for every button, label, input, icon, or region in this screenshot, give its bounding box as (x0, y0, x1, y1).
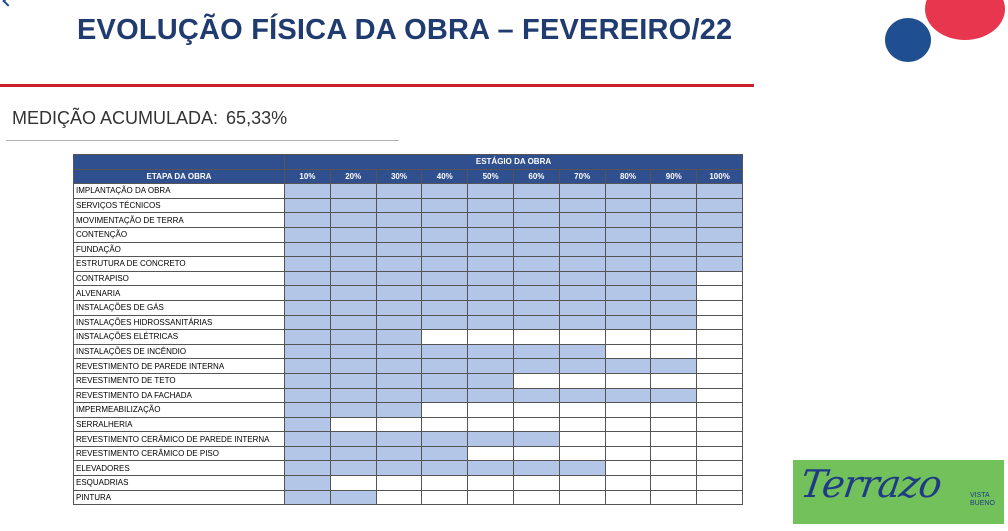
table-row (74, 227, 743, 242)
progress-cell-empty (605, 461, 651, 476)
table-row (74, 257, 743, 272)
logo-sub-line2: BUENO (970, 500, 995, 507)
progress-cell-filled (330, 198, 376, 213)
progress-cell-empty (559, 490, 605, 505)
progress-cell-filled (376, 300, 422, 315)
progress-cell-filled (605, 271, 651, 286)
progress-cell-filled (376, 388, 422, 403)
progress-cell-empty (697, 300, 743, 315)
progress-cell-empty (697, 417, 743, 432)
progress-cell-filled (376, 271, 422, 286)
stage-label: ESTRUTURA DE CONCRETO (74, 257, 285, 272)
progress-cell-filled (605, 359, 651, 374)
percent-header: 80% (605, 169, 651, 184)
progress-cell-filled (330, 490, 376, 505)
progress-cell-empty (513, 490, 559, 505)
progress-cell-empty (513, 446, 559, 461)
progress-cell-filled (468, 198, 514, 213)
progress-cell-filled (651, 242, 697, 257)
progress-cell-filled (376, 315, 422, 330)
progress-cell-filled (285, 461, 331, 476)
progress-cell-filled (559, 213, 605, 228)
table-row (74, 461, 743, 476)
progress-cell-empty (651, 330, 697, 345)
progress-cell-filled (468, 300, 514, 315)
stage-label: REVESTIMENTO DE PAREDE INTERNA (74, 359, 285, 374)
progress-cell-filled (605, 184, 651, 199)
progress-cell-filled (422, 388, 468, 403)
progress-cell-empty (697, 490, 743, 505)
table-row (74, 417, 743, 432)
subtitle-divider (6, 140, 399, 141)
progress-cell-filled (330, 344, 376, 359)
progress-cell-filled (422, 257, 468, 272)
progress-cell-filled (559, 257, 605, 272)
progress-cell-filled (376, 373, 422, 388)
progress-cell-filled (513, 242, 559, 257)
stage-label: IMPERMEABILIZAÇÃO (74, 403, 285, 418)
stage-label: FUNDAÇÃO (74, 242, 285, 257)
progress-cell-filled (468, 432, 514, 447)
percent-header: 100% (697, 169, 743, 184)
progress-cell-filled (376, 330, 422, 345)
progress-cell-filled (697, 242, 743, 257)
page-title: EVOLUÇÃO FÍSICA DA OBRA – FEVEREIRO/22 (77, 14, 733, 46)
stage-label: INSTALAÇÕES DE INCÊNDIO (74, 344, 285, 359)
progress-cell-empty (651, 490, 697, 505)
table-row (74, 403, 743, 418)
stage-label: INSTALAÇÕES HIDROSSANITÁRIAS (74, 315, 285, 330)
progress-cell-filled (605, 300, 651, 315)
progress-cell-empty (468, 490, 514, 505)
progress-cell-filled (697, 213, 743, 228)
table-row (74, 242, 743, 257)
progress-cell-filled (559, 271, 605, 286)
table-row (74, 300, 743, 315)
stage-label: CONTRAPISO (74, 271, 285, 286)
progress-cell-filled (468, 359, 514, 374)
progress-cell-filled (559, 300, 605, 315)
progress-cell-filled (285, 344, 331, 359)
stage-label: REVESTIMENTO CERÂMICO DE PAREDE INTERNA (74, 432, 285, 447)
progress-cell-filled (468, 286, 514, 301)
progress-cell-filled (468, 373, 514, 388)
progress-cell-filled (513, 257, 559, 272)
progress-cell-filled (651, 388, 697, 403)
progress-cell-filled (285, 446, 331, 461)
table-row (74, 286, 743, 301)
progress-cell-empty (697, 330, 743, 345)
progress-cell-filled (468, 271, 514, 286)
progress-cell-empty (513, 403, 559, 418)
progress-cell-empty (697, 461, 743, 476)
progress-cell-filled (513, 271, 559, 286)
progress-cell-empty (651, 403, 697, 418)
progress-cell-empty (697, 286, 743, 301)
progress-cell-filled (285, 315, 331, 330)
percent-header: 20% (330, 169, 376, 184)
progress-cell-filled (285, 257, 331, 272)
progress-cell-filled (559, 315, 605, 330)
progress-cell-filled (468, 242, 514, 257)
progress-cell-filled (513, 344, 559, 359)
progress-cell-empty (422, 490, 468, 505)
accumulated-label: MEDIÇÃO ACUMULADA: (12, 108, 219, 128)
percent-header: 40% (422, 169, 468, 184)
stage-label: ESQUADRIAS (74, 476, 285, 491)
progress-cell-filled (285, 432, 331, 447)
progress-cell-filled (605, 198, 651, 213)
progress-cell-filled (330, 271, 376, 286)
progress-cell-empty (422, 330, 468, 345)
progress-cell-filled (285, 330, 331, 345)
progress-cell-filled (422, 344, 468, 359)
progress-cell-filled (285, 476, 331, 491)
table-row (74, 446, 743, 461)
progress-cell-filled (651, 359, 697, 374)
table-row (74, 388, 743, 403)
progress-cell-filled (330, 330, 376, 345)
percent-header: 60% (513, 169, 559, 184)
progress-cell-filled (513, 461, 559, 476)
progress-cell-empty (605, 403, 651, 418)
progress-cell-filled (422, 432, 468, 447)
progress-cell-filled (605, 227, 651, 242)
progress-cell-empty (468, 417, 514, 432)
progress-cell-filled (285, 300, 331, 315)
progress-cell-filled (376, 257, 422, 272)
progress-cell-filled (285, 271, 331, 286)
progress-cell-filled (330, 213, 376, 228)
progress-cell-filled (697, 184, 743, 199)
progress-cell-empty (605, 446, 651, 461)
progress-cell-filled (285, 286, 331, 301)
progress-cell-filled (330, 446, 376, 461)
progress-cell-filled (285, 198, 331, 213)
progress-cell-empty (468, 403, 514, 418)
stage-label: ALVENARIA (74, 286, 285, 301)
percent-header: 50% (468, 169, 514, 184)
progress-cell-filled (513, 315, 559, 330)
progress-cell-empty (422, 417, 468, 432)
progress-cell-filled (285, 359, 331, 374)
table-row (74, 315, 743, 330)
progress-cell-filled (376, 213, 422, 228)
progress-cell-empty (605, 432, 651, 447)
stage-label: CONTENÇÃO (74, 227, 285, 242)
progress-cell-filled (513, 184, 559, 199)
progress-cell-filled (513, 432, 559, 447)
progress-cell-empty (651, 446, 697, 461)
table-corner-cell (74, 155, 285, 170)
progress-cell-filled (468, 315, 514, 330)
progress-cell-filled (559, 461, 605, 476)
table-row (74, 184, 743, 199)
table-row (74, 476, 743, 491)
progress-cell-filled (376, 446, 422, 461)
progress-cell-filled (285, 373, 331, 388)
progress-cell-filled (422, 446, 468, 461)
progress-cell-empty (422, 476, 468, 491)
progress-cell-filled (468, 184, 514, 199)
accumulated-measurement (12, 108, 287, 129)
progress-cell-filled (605, 242, 651, 257)
progress-cell-empty (697, 344, 743, 359)
progress-cell-filled (422, 242, 468, 257)
progress-cell-filled (422, 198, 468, 213)
progress-cell-filled (376, 344, 422, 359)
title-underline (0, 84, 754, 87)
progress-cell-filled (376, 432, 422, 447)
logo-sub-line1: VISTA (970, 492, 990, 499)
progress-cell-filled (559, 184, 605, 199)
logo-subtitle (970, 492, 995, 508)
progress-cell-filled (330, 359, 376, 374)
progress-cell-filled (285, 227, 331, 242)
progress-cell-empty (513, 417, 559, 432)
progress-cell-empty (697, 373, 743, 388)
progress-cell-filled (468, 257, 514, 272)
table-row (74, 213, 743, 228)
progress-cell-filled (697, 257, 743, 272)
stage-label: INSTALAÇÕES DE GÁS (74, 300, 285, 315)
progress-cell-filled (330, 286, 376, 301)
progress-cell-empty (605, 417, 651, 432)
progress-cell-empty (468, 476, 514, 491)
stage-label: SERVIÇOS TÉCNICOS (74, 198, 285, 213)
stage-label: PINTURA (74, 490, 285, 505)
progress-cell-empty (697, 315, 743, 330)
progress-cell-filled (651, 257, 697, 272)
progress-cell-empty (697, 432, 743, 447)
progress-cell-filled (422, 315, 468, 330)
progress-cell-filled (559, 198, 605, 213)
table-row (74, 432, 743, 447)
logo-wordmark: Terrazo (797, 462, 944, 506)
progress-cell-filled (330, 257, 376, 272)
progress-cell-filled (330, 432, 376, 447)
progress-cell-filled (559, 286, 605, 301)
progress-cell-empty (697, 271, 743, 286)
table-row (74, 271, 743, 286)
progress-cell-empty (376, 417, 422, 432)
progress-cell-filled (285, 417, 331, 432)
progress-cell-filled (468, 213, 514, 228)
progress-cell-filled (285, 388, 331, 403)
progress-cell-filled (605, 286, 651, 301)
progress-cell-filled (422, 184, 468, 199)
progress-cell-empty (468, 446, 514, 461)
progress-cell-filled (330, 227, 376, 242)
progress-cell-empty (468, 330, 514, 345)
stage-group-header: ESTÁGIO DA OBRA (285, 155, 743, 170)
progress-cell-empty (697, 359, 743, 374)
stage-label: SERRALHERIA (74, 417, 285, 432)
progress-cell-filled (330, 242, 376, 257)
progress-cell-filled (422, 359, 468, 374)
progress-cell-filled (651, 286, 697, 301)
progress-cell-empty (651, 417, 697, 432)
percent-header: 90% (651, 169, 697, 184)
progress-cell-empty (330, 417, 376, 432)
stage-column-header: ETAPA DA OBRA (74, 169, 285, 184)
progress-cell-empty (559, 432, 605, 447)
progress-cell-filled (330, 373, 376, 388)
progress-cell-empty (651, 373, 697, 388)
progress-cell-empty (559, 403, 605, 418)
progress-cell-empty (376, 490, 422, 505)
percent-header: 30% (376, 169, 422, 184)
progress-cell-filled (285, 490, 331, 505)
progress-cell-filled (422, 227, 468, 242)
progress-cell-filled (513, 300, 559, 315)
progress-cell-empty (605, 476, 651, 491)
progress-cell-filled (468, 388, 514, 403)
progress-cell-filled (697, 198, 743, 213)
progress-cell-filled (605, 213, 651, 228)
progress-cell-filled (285, 403, 331, 418)
accumulated-value: 65,33% (226, 108, 288, 128)
progress-cell-filled (605, 257, 651, 272)
progress-cell-empty (559, 417, 605, 432)
progress-cell-filled (376, 242, 422, 257)
progress-cell-filled (651, 198, 697, 213)
progress-cell-filled (422, 271, 468, 286)
progress-cell-empty (697, 403, 743, 418)
percent-header: 10% (285, 169, 331, 184)
progress-cell-filled (651, 315, 697, 330)
progress-cell-filled (330, 461, 376, 476)
progress-cell-filled (285, 242, 331, 257)
progress-cell-filled (422, 373, 468, 388)
terrazo-logo (793, 460, 1004, 524)
stage-label: IMPLANTAÇÃO DA OBRA (74, 184, 285, 199)
progress-cell-filled (559, 242, 605, 257)
progress-cell-filled (422, 300, 468, 315)
progress-cell-filled (330, 388, 376, 403)
progress-cell-filled (513, 286, 559, 301)
progress-cell-filled (330, 184, 376, 199)
progress-cell-filled (513, 198, 559, 213)
progress-cell-filled (468, 344, 514, 359)
progress-cell-empty (559, 446, 605, 461)
decorative-red-circle (925, 0, 1005, 40)
progress-cell-filled (376, 461, 422, 476)
progress-cell-empty (422, 403, 468, 418)
progress-cell-filled (285, 184, 331, 199)
progress-cell-empty (651, 461, 697, 476)
progress-cell-empty (697, 388, 743, 403)
progress-cell-empty (513, 476, 559, 491)
progress-cell-filled (285, 213, 331, 228)
table-row (74, 490, 743, 505)
progress-cell-empty (513, 373, 559, 388)
progress-cell-filled (605, 388, 651, 403)
progress-cell-filled (559, 344, 605, 359)
progress-cell-empty (513, 330, 559, 345)
progress-cell-empty (651, 432, 697, 447)
progress-cell-filled (513, 213, 559, 228)
stage-label: MOVIMENTAÇÃO DE TERRA (74, 213, 285, 228)
progress-cell-filled (513, 359, 559, 374)
progress-cell-filled (422, 286, 468, 301)
progress-cell-filled (559, 388, 605, 403)
progress-cell-filled (559, 227, 605, 242)
corner-chevron-icon (2, 0, 13, 7)
progress-cell-filled (422, 213, 468, 228)
progress-cell-filled (330, 300, 376, 315)
progress-cell-filled (376, 359, 422, 374)
progress-cell-filled (651, 271, 697, 286)
table-row (74, 344, 743, 359)
progress-cell-filled (376, 227, 422, 242)
progress-cell-filled (422, 461, 468, 476)
progress-cell-empty (697, 446, 743, 461)
progress-cell-empty (559, 476, 605, 491)
progress-cell-empty (330, 476, 376, 491)
table-row (74, 373, 743, 388)
progress-cell-filled (376, 286, 422, 301)
progress-cell-filled (513, 388, 559, 403)
decorative-blue-circle (885, 18, 931, 62)
progress-cell-empty (559, 330, 605, 345)
progress-cell-empty (697, 476, 743, 491)
stage-label: ELEVADORES (74, 461, 285, 476)
progress-cell-empty (376, 476, 422, 491)
progress-cell-empty (559, 373, 605, 388)
progress-cell-filled (651, 300, 697, 315)
progress-cell-filled (651, 213, 697, 228)
progress-cell-filled (697, 227, 743, 242)
percent-header: 70% (559, 169, 605, 184)
progress-cell-empty (605, 330, 651, 345)
progress-cell-filled (651, 227, 697, 242)
stage-label: REVESTIMENTO DA FACHADA (74, 388, 285, 403)
stage-label: REVESTIMENTO DE TETO (74, 373, 285, 388)
table-row (74, 330, 743, 345)
progress-cell-filled (468, 227, 514, 242)
progress-cell-filled (376, 184, 422, 199)
stage-label: INSTALAÇÕES ELÉTRICAS (74, 330, 285, 345)
progress-cell-empty (651, 476, 697, 491)
table-row (74, 198, 743, 213)
progress-cell-filled (376, 403, 422, 418)
progress-cell-filled (559, 359, 605, 374)
progress-table (73, 154, 743, 505)
progress-cell-empty (651, 344, 697, 359)
progress-cell-filled (513, 227, 559, 242)
progress-cell-filled (605, 315, 651, 330)
progress-cell-empty (605, 373, 651, 388)
progress-cell-empty (605, 344, 651, 359)
progress-cell-filled (651, 184, 697, 199)
progress-cell-filled (330, 315, 376, 330)
table-row (74, 359, 743, 374)
progress-cell-filled (468, 461, 514, 476)
progress-cell-empty (605, 490, 651, 505)
stage-label: REVESTIMENTO CERÂMICO DE PISO (74, 446, 285, 461)
progress-cell-filled (330, 403, 376, 418)
progress-cell-filled (376, 198, 422, 213)
